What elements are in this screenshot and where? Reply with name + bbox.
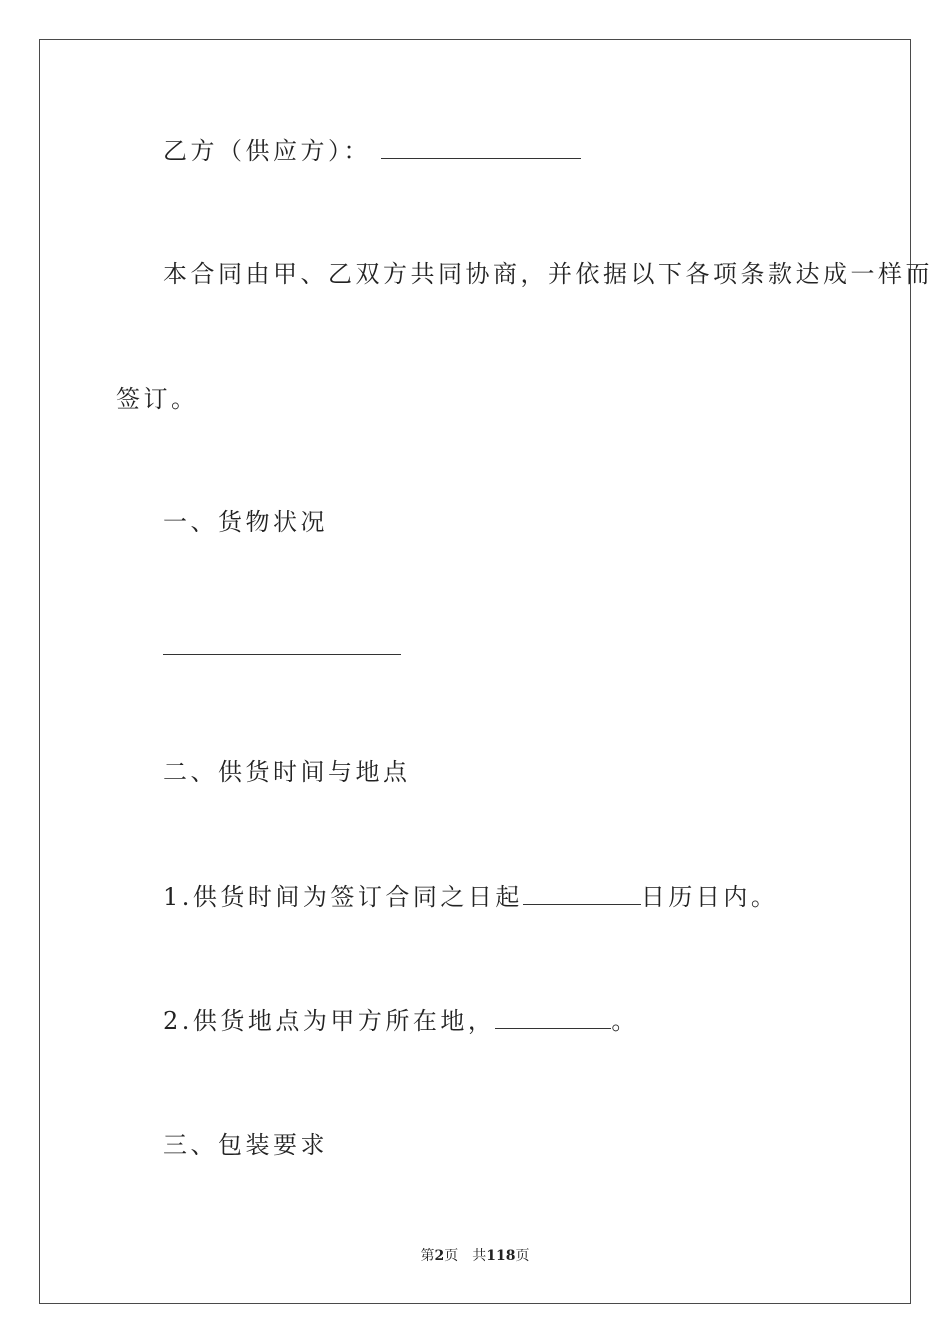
page-border [39,39,911,1304]
delivery-time-text-before: 1.供货时间为签订合同之日起 [163,883,523,911]
delivery-time-text-after: 日历日内。 [640,883,779,911]
delivery-place-text-before: 2.供货地点为甲方所在地， [163,1007,496,1035]
footer-page-mid: 页 共 [444,1248,487,1264]
delivery-place-line [163,1006,639,1036]
footer-page-suffix: 页 [515,1248,530,1264]
section3-heading: 三、包装要求 [163,1131,328,1159]
section2-heading: 二、供货时间与地点 [163,758,411,786]
goods-blank[interactable] [163,634,401,655]
delivery-place-text-after: 。 [611,1007,639,1035]
party-b-line [163,136,581,166]
delivery-time-line [163,882,778,912]
footer-page-number: 2 [434,1248,445,1264]
footer-total-pages: 118 [486,1248,516,1264]
section1-heading: 一、货物状况 [163,508,328,536]
party-b-blank[interactable] [381,138,581,159]
goods-blank-line [163,632,401,662]
delivery-place-blank[interactable] [495,1008,611,1029]
delivery-days-blank[interactable] [523,884,641,905]
intro-line-2: 签订。 [116,385,199,413]
party-b-label: 乙方（供应方）： [163,137,371,165]
intro-line-1: 本合同由甲、乙双方共同协商，并依据以下各项条款达成一样而 [163,260,933,288]
footer-page-prefix: 第 [420,1248,435,1264]
page-footer [0,1246,950,1266]
